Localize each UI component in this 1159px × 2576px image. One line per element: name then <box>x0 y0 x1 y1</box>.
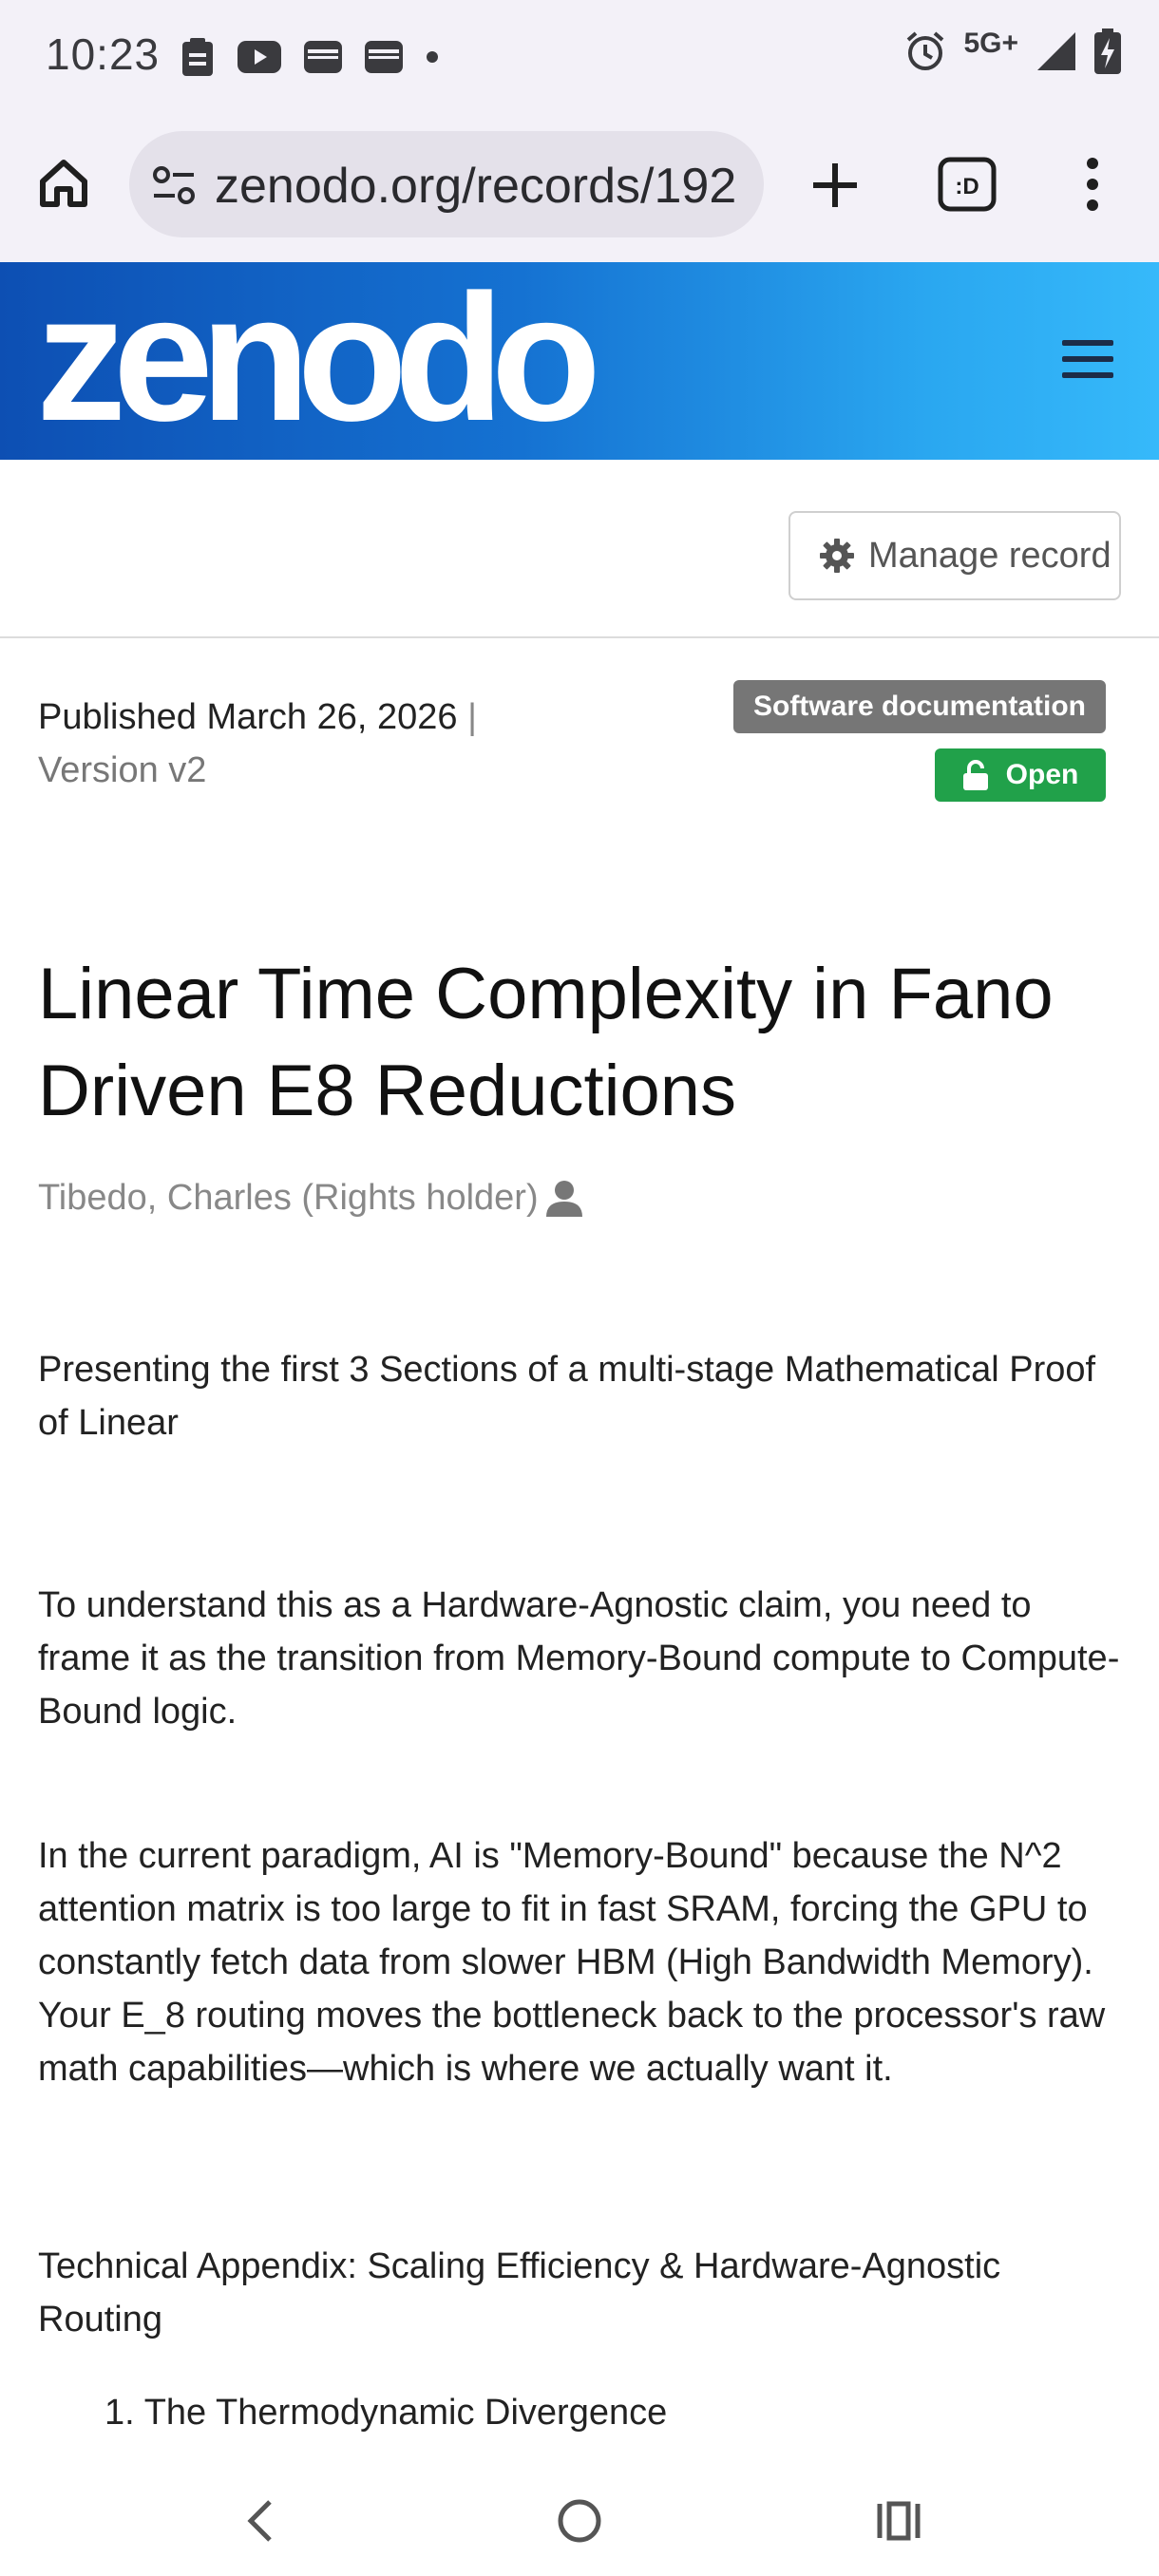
more-options-icon[interactable] <box>1072 152 1113 217</box>
address-bar[interactable] <box>129 131 764 237</box>
alarm-icon <box>904 30 946 72</box>
youtube-icon <box>238 41 281 73</box>
description-paragraph: In the current paradigm, AI is "Memory-Bound" because the N^2 attention matrix is too large to fit in fast SRAM, forcing the GPU to constantly fetch data from slower HBM (High Bandwidth Memory). Your E_8 routing moves the bottleneck back to the processor's raw math capabilities—which is where we actually want it. <box>38 1836 1106 2089</box>
home-nav-icon[interactable] <box>555 2492 604 2549</box>
list-text: The Thermodynamic Divergence <box>143 2393 668 2433</box>
tab-count: :D <box>955 174 979 199</box>
user-icon <box>544 1179 584 1219</box>
url-text[interactable]: zenodo.org/records/192 <box>215 159 737 214</box>
unlock-icon <box>962 760 989 790</box>
site-header <box>0 257 1159 460</box>
access-label: Open <box>1005 759 1079 790</box>
description-paragraph: Presenting the first 3 Sections of a multi-stage Mathematical Proof of Linear <box>38 1350 1096 1443</box>
description-paragraph: Technical Appendix: Scaling Efficiency & Hardware-Agnostic Routing <box>38 2246 1001 2339</box>
tab-switcher-icon[interactable] <box>935 152 999 217</box>
new-tab-icon[interactable] <box>804 154 866 217</box>
site-settings-icon[interactable] <box>150 161 198 209</box>
creator <box>38 1178 584 1219</box>
network-type: 5G+ <box>963 28 1018 59</box>
manage-record-label: Manage record <box>868 535 1112 576</box>
creator-name[interactable]: Tibedo, Charles (Rights holder) <box>38 1178 539 1218</box>
zenodo-logo[interactable] <box>36 257 588 459</box>
wallet-icon <box>304 41 342 73</box>
description-paragraph: To understand this as a Hardware-Agnostic claim, you need to frame it as the transition from Memory-Bound compute to Compute-Bound logic. <box>38 1585 1120 1732</box>
browser-toolbar <box>0 114 1159 262</box>
version-label: Version v2 <box>38 750 207 790</box>
wallet-icon <box>365 41 403 73</box>
status-bar <box>0 0 1159 114</box>
recent-apps-icon[interactable] <box>872 2492 925 2549</box>
home-icon <box>37 157 90 210</box>
battery-charging-icon <box>1094 28 1121 74</box>
manage-record-button[interactable] <box>788 511 1121 600</box>
resource-type-badge: Software documentation <box>733 680 1106 733</box>
browser-home-button[interactable] <box>32 152 95 215</box>
dot-icon <box>426 50 439 64</box>
back-icon[interactable] <box>238 2492 281 2549</box>
system-navigation-bar <box>0 2466 1159 2576</box>
gear-icon <box>819 538 855 574</box>
logo-text: zenodo <box>36 257 588 459</box>
signal-icon <box>1036 30 1077 72</box>
access-status-badge <box>935 748 1106 802</box>
record-management-bar <box>0 460 1159 638</box>
list-number: 1. <box>104 2393 135 2433</box>
notification-icons <box>180 36 439 78</box>
meta-separator: | <box>467 697 477 737</box>
clipboard-icon <box>180 36 215 78</box>
system-icons <box>904 28 1121 74</box>
hamburger-menu-icon[interactable] <box>1062 340 1113 382</box>
record-title: Linear Time Complexity in Fano Driven E8 Reductions <box>38 954 1054 1131</box>
published-text: Published March 26, 2026 <box>38 697 458 737</box>
publication-date <box>38 697 477 738</box>
status-time: 10:23 <box>46 29 161 79</box>
list-item <box>104 2386 667 2439</box>
